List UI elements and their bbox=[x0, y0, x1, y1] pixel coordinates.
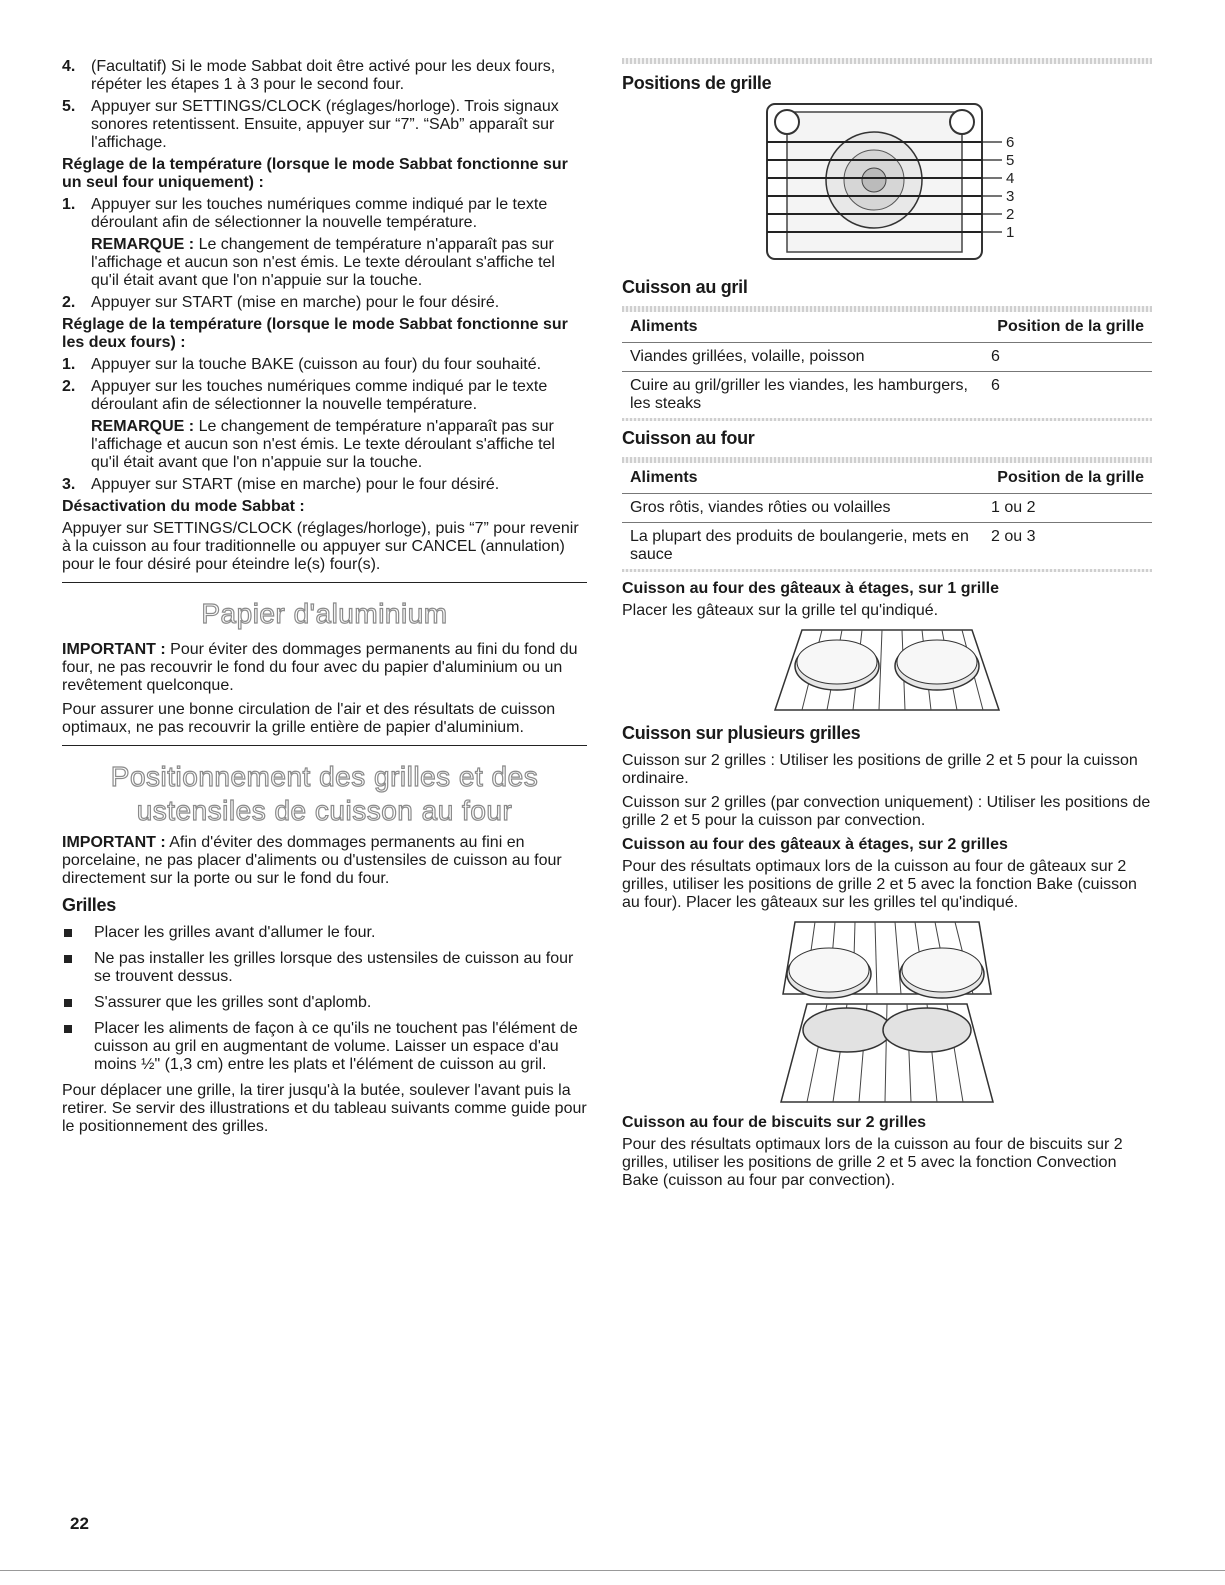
divider bbox=[62, 745, 587, 746]
rack-number-2: 2 bbox=[1006, 206, 1015, 223]
bullet-square-icon bbox=[64, 929, 72, 937]
racks-important: IMPORTANT : Afin d'éviter des dommages permanents au fini en porcelaine, ne pas placer d'aliments ou d'ustensiles de cuisson au four directement sur la porte ou sur le fond du four. bbox=[62, 834, 562, 887]
table-row: La plupart des produits de boulangerie, mets en sauce 2 ou 3 bbox=[622, 523, 1152, 570]
rack-number-4: 4 bbox=[1006, 170, 1015, 187]
bullet-item: S'assurer que les grilles sont d'aplomb. bbox=[62, 994, 587, 1012]
grilles-heading: Grilles bbox=[62, 895, 116, 915]
shaded-bar bbox=[622, 58, 1152, 64]
cookies-text: Pour des résultats optimaux lors de la cuisson au four de biscuits sur 2 grilles, utiliser les positions de grille 2 et 5 avec la fonction Convection Bake (cuisson au four par convection). bbox=[622, 1136, 1123, 1189]
rack-number-1: 1 bbox=[1006, 224, 1015, 241]
shaded-bar bbox=[622, 569, 1152, 572]
table-row: Gros rôtis, viandes rôties ou volailles 1 ou 2 bbox=[622, 494, 1152, 523]
bake-heading: Cuisson au four bbox=[622, 428, 755, 448]
bottom-border bbox=[0, 1570, 1225, 1571]
table-row: Cuire au gril/griller les viandes, les hamburgers, les steaks 6 bbox=[622, 372, 1152, 419]
bullet-square-icon bbox=[64, 999, 72, 1007]
rack-number-3: 3 bbox=[1006, 188, 1015, 205]
heading-one-oven: Réglage de la température (lorsque le mode Sabbat fonctionne sur un seul four uniquement) : bbox=[62, 156, 568, 191]
bullet-square-icon bbox=[64, 1025, 72, 1033]
one-oven-step-2: 2. Appuyer sur START (mise en marche) pour le four désiré. bbox=[62, 294, 500, 311]
step-5: 5. Appuyer sur SETTINGS/CLOCK (réglages/horloge). Trois signaux sonores retentissent. Ensuite, appuyer sur “7”. “SAb” apparaît sur l'affichage. bbox=[62, 98, 559, 151]
deactivation-text: Appuyer sur SETTINGS/CLOCK (réglages/horloge), puis “7” pour revenir à la cuisson au four traditionnelle ou appuyer sur CANCEL (annulation) pour le four désiré pour éteindre le(s) four(s). bbox=[62, 520, 579, 573]
layer2-heading: Cuisson au four des gâteaux à étages, sur 2 grilles bbox=[622, 836, 1008, 853]
two-oven-step-1: 1. Appuyer sur la touche BAKE (cuisson au four) du four souhaité. bbox=[62, 356, 542, 373]
broil-heading: Cuisson au gril bbox=[622, 277, 748, 297]
two-oven-step-3: 3. Appuyer sur START (mise en marche) pour le four désiré. bbox=[62, 476, 500, 493]
right-column bbox=[622, 58, 1152, 1196]
table-row: Viandes grillées, volaille, poisson 6 bbox=[622, 343, 1152, 372]
bullet-item: Placer les aliments de façon à ce qu'ils ne touchent pas l'élément de cuisson au gril en augmentant de volume. Laisser un espace d'au moins ½" (1,3 cm) entre les plats et l'élément de cuisson au gril. bbox=[62, 1020, 587, 1074]
left-column bbox=[62, 58, 587, 1142]
broil-table bbox=[622, 312, 1152, 418]
rack-number-6: 6 bbox=[1006, 134, 1015, 151]
heading-deactivation: Désactivation du mode Sabbat : bbox=[62, 498, 305, 515]
note-one-oven: REMARQUE : Le changement de température n'apparaît pas sur l'affichage et aucun son n'est émis. Le texte déroulant s'affiche tel qu'il était avant que l'on n'appuie sur la touche. bbox=[91, 236, 555, 289]
positions-heading: Positions de grille bbox=[622, 73, 772, 93]
cookies-heading: Cuisson au four de biscuits sur 2 grilles bbox=[622, 1114, 927, 1131]
multi-rack-heading: Cuisson sur plusieurs grilles bbox=[622, 723, 861, 743]
divider bbox=[62, 582, 587, 583]
foil-important: IMPORTANT : Pour éviter des dommages permanents au fini du fond du four, ne pas recouvrir le fond du four avec du papier d'aluminium ou un revêtement quelconque. bbox=[62, 641, 578, 694]
cakes-one-rack-illustration bbox=[767, 626, 1007, 714]
multi-text-2: Cuisson sur 2 grilles (par convection uniquement) : Utiliser les positions de grille 2 et 5 pour la cuisson par convection. bbox=[622, 794, 1151, 829]
heading-two-ovens: Réglage de la température (lorsque le mode Sabbat fonctionne sur les deux fours) : bbox=[62, 316, 568, 351]
multi-text-1: Cuisson sur 2 grilles : Utiliser les positions de grille 2 et 5 pour la cuisson ordinaire. bbox=[622, 752, 1138, 787]
foil-section-title: Papier d'aluminium bbox=[201, 598, 448, 629]
racks-section-title: Positionnement des grilles et des ustensiles de cuisson au four bbox=[110, 761, 539, 826]
shaded-bar bbox=[622, 418, 1152, 421]
one-oven-step-1: 1. Appuyer sur les touches numériques comme indiqué par le texte déroulant afin de sélectionner la nouvelle température. bbox=[62, 196, 548, 231]
layer1-heading: Cuisson au four des gâteaux à étages, sur 1 grille bbox=[622, 580, 1000, 597]
layer1-text: Placer les gâteaux sur la grille tel qu'indiqué. bbox=[622, 602, 939, 619]
layer2-text: Pour des résultats optimaux lors de la cuisson au four de gâteaux sur 2 grilles, utiliser les positions de grille 2 et 5 avec la fonction Bake (cuisson au four). Placer les gâteaux sur les grilles tel qu'indiqué. bbox=[622, 858, 1137, 911]
page-number: 22 bbox=[70, 1514, 89, 1533]
bake-table bbox=[622, 463, 1152, 569]
foil-text: Pour assurer une bonne circulation de l'air et des résultats de cuisson optimaux, ne pas recouvrir la grille entière de papier d'aluminium. bbox=[62, 701, 556, 736]
oven-rack-positions-illustration bbox=[737, 102, 1037, 272]
table-header-row: Aliments Position de la grille bbox=[630, 469, 1144, 486]
bullet-item: Placer les grilles avant d'allumer le four. bbox=[62, 924, 587, 942]
note-two-ovens: REMARQUE : Le changement de température n'apparaît pas sur l'affichage et aucun son n'est émis. Le texte déroulant s'affiche tel qu'il était avant que l'on n'appuie sur la touche. bbox=[91, 418, 555, 471]
step-4: 4. (Facultatif) Si le mode Sabbat doit être activé pour les deux fours, répéter les étapes 1 à 3 pour le second four. bbox=[62, 58, 556, 93]
table-header-row: Aliments Position de la grille bbox=[630, 318, 1144, 335]
two-oven-step-2: 2. Appuyer sur les touches numériques comme indiqué par le texte déroulant afin de sélectionner la nouvelle température. bbox=[62, 378, 548, 413]
cakes-two-racks-illustration bbox=[767, 918, 1007, 1108]
move-rack-text: Pour déplacer une grille, la tirer jusqu'à la butée, soulever l'avant puis la retirer. Se servir des illustrations et du tableau suivants comme guide pour le positionnement des grilles. bbox=[62, 1082, 587, 1135]
bullet-square-icon bbox=[64, 955, 72, 963]
rack-number-5: 5 bbox=[1006, 152, 1015, 169]
bullet-item: Ne pas installer les grilles lorsque des ustensiles de cuisson au four se trouvent dessus. bbox=[62, 950, 587, 986]
